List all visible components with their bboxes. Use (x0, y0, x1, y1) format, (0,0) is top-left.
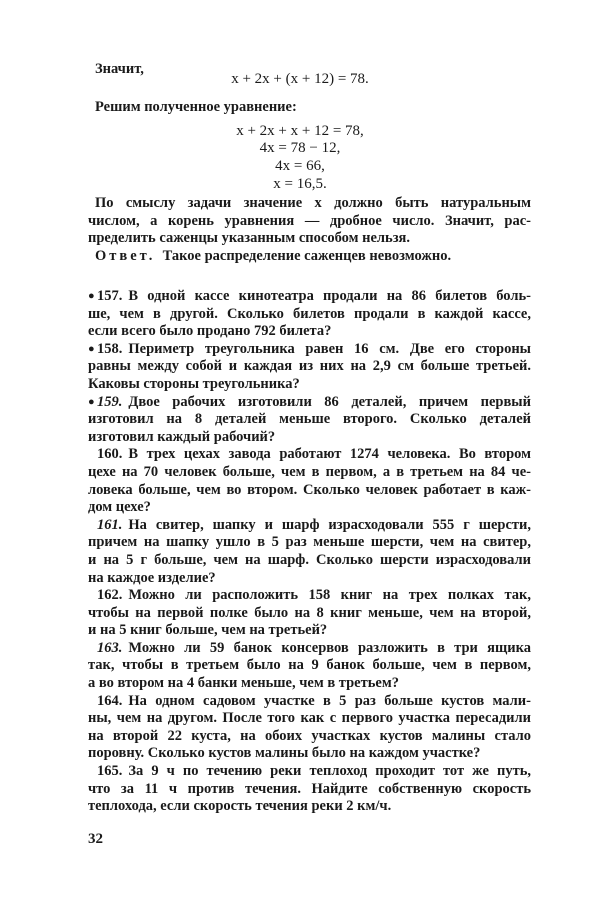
text-line: По смыслу задачи значение x должно быть натуральным (95, 195, 531, 211)
problem-number: 157. (97, 288, 123, 304)
problem-list (88, 288, 531, 816)
problem-first-line (88, 394, 531, 412)
text-line: ны, чем на другом. После того как с первого участка пересадили (88, 710, 531, 727)
equation-step (0, 176, 600, 194)
equation-step (0, 158, 600, 176)
solution-intro: Значит, (95, 61, 144, 77)
problem-163 (88, 640, 531, 693)
text-line: Каковы стороны треугольника? (88, 375, 300, 392)
text-line: если всего было продано 792 билета? (88, 323, 332, 340)
text-line: числом, а корень уравнения — дробное число. Значит, рас- (88, 212, 531, 229)
text-line: ловека больше, чем во втором. Сколько человек работает в каж- (88, 481, 531, 498)
problem-number: 161. (97, 516, 123, 533)
text-line: теплохода, если скорость течения реки 2 км/ч. (88, 798, 392, 815)
problem-158 (88, 341, 531, 394)
problem-number: 162. (97, 587, 123, 604)
conclusion-paragraph (88, 195, 531, 265)
problem-number: 163. (97, 639, 123, 656)
problem-number: 159. (97, 393, 123, 410)
problem-165 (88, 763, 531, 816)
equation-step (0, 140, 600, 158)
text-line: За 9 ч по течению реки теплоход проходит тот же путь, (128, 763, 531, 780)
text-line: на каждое изделие? (88, 569, 216, 586)
bullet-icon: ● (88, 290, 95, 302)
problem-first-line (88, 341, 531, 359)
problem-161 (88, 517, 531, 587)
bullet-icon: ● (88, 395, 95, 408)
problem-157 (88, 288, 531, 341)
problem-159 (88, 394, 531, 447)
problem-160 (88, 446, 531, 516)
problem-first-line (88, 288, 531, 306)
text-line: пределить саженцы указанным способом нельзя. (88, 230, 411, 247)
problem-number: 158. (97, 340, 123, 357)
text-line: поровну. Сколько кустов малины было на каждом участке? (88, 745, 481, 762)
text-line: и на 5 г больше, чем на шарф. Сколько шерсти израсходовали (88, 551, 531, 568)
equation-step-text: 4x = 66, (275, 158, 325, 174)
text-line: что за 11 ч против течения. Найдите собственную скорость (88, 780, 531, 797)
problem-number: 165. (97, 763, 123, 780)
text-line: В одной кассе кинотеатра продали на 86 билетов боль- (128, 288, 531, 304)
text-line: Можно ли 59 банок консервов разложить в три ящика (128, 639, 531, 656)
text-line: цехе на 70 человек больше, чем в первом, а в третьем на 84 че- (88, 463, 531, 480)
problem-number: 160. (97, 446, 123, 463)
problem-number: 164. (97, 692, 123, 709)
text-line: На одном садовом участке в 5 раз больше кустов мали- (128, 692, 531, 709)
problem-first-line (88, 446, 531, 464)
equation-step-text: x = 16,5. (273, 176, 327, 192)
problem-162 (88, 587, 531, 640)
answer-line (88, 248, 531, 266)
equation-text: x + 2x + (x + 12) = 78. (231, 71, 369, 87)
solve-label: Решим полученное уравнение: (95, 99, 297, 115)
text-line: ше, чем в другой. Сколько билетов продали в каждой кассе, (88, 305, 531, 322)
text-line: а во втором на 4 банки меньше, чем в третьем? (88, 675, 399, 692)
text-line: Двое рабочих изготовили 86 деталей, причем первый (128, 393, 531, 410)
problem-first-line (88, 693, 531, 711)
text-line: на второй 22 куста, на обоих участках кустов малины стало (88, 727, 531, 744)
text-line: изготовил на 8 деталей меньше второго. Сколько деталей (88, 411, 531, 428)
text-line: равны между собой и каждая из них на 2,9 см больше третьей. (88, 358, 531, 375)
problem-first-line (88, 517, 531, 535)
equation-step-text: x + 2x + x + 12 = 78, (236, 123, 364, 139)
problem-first-line (88, 640, 531, 658)
text-line: На свитер, шапку и шарф израсходовали 555 г шерсти, (128, 516, 531, 533)
page-number: 32 (88, 831, 103, 847)
bullet-icon: ● (88, 342, 95, 355)
text-line: Периметр треугольника равен 16 см. Две его стороны (128, 340, 531, 357)
equation-step (0, 123, 600, 141)
answer-text: Такое распределение саженцев невозможно. (162, 247, 452, 264)
text-line: и на 5 книг больше, чем на третьей? (88, 622, 328, 639)
text-line: чтобы на первой полке было на 8 книг меньше, чем на второй, (88, 604, 531, 621)
text-line: Можно ли расположить 158 книг на трех полках так, (128, 587, 531, 604)
equation (0, 71, 600, 89)
problem-164 (88, 693, 531, 763)
text-line: причем на шапку ушло в 5 раз меньше шерсти, чем на свитер, (88, 534, 531, 551)
equation-step-text: 4x = 78 − 12, (259, 140, 341, 156)
text-line: В трех цехах завода работают 1274 человека. Во втором (128, 446, 531, 463)
problem-first-line (88, 763, 531, 781)
text-line: так, чтобы в третьем было на 9 банок больше, чем в первом, (88, 657, 531, 674)
text-line: изготовил каждый рабочий? (88, 428, 276, 445)
text-line: дом цехе? (88, 499, 151, 516)
problem-first-line (88, 587, 531, 605)
answer-label: Ответ. (95, 247, 156, 264)
